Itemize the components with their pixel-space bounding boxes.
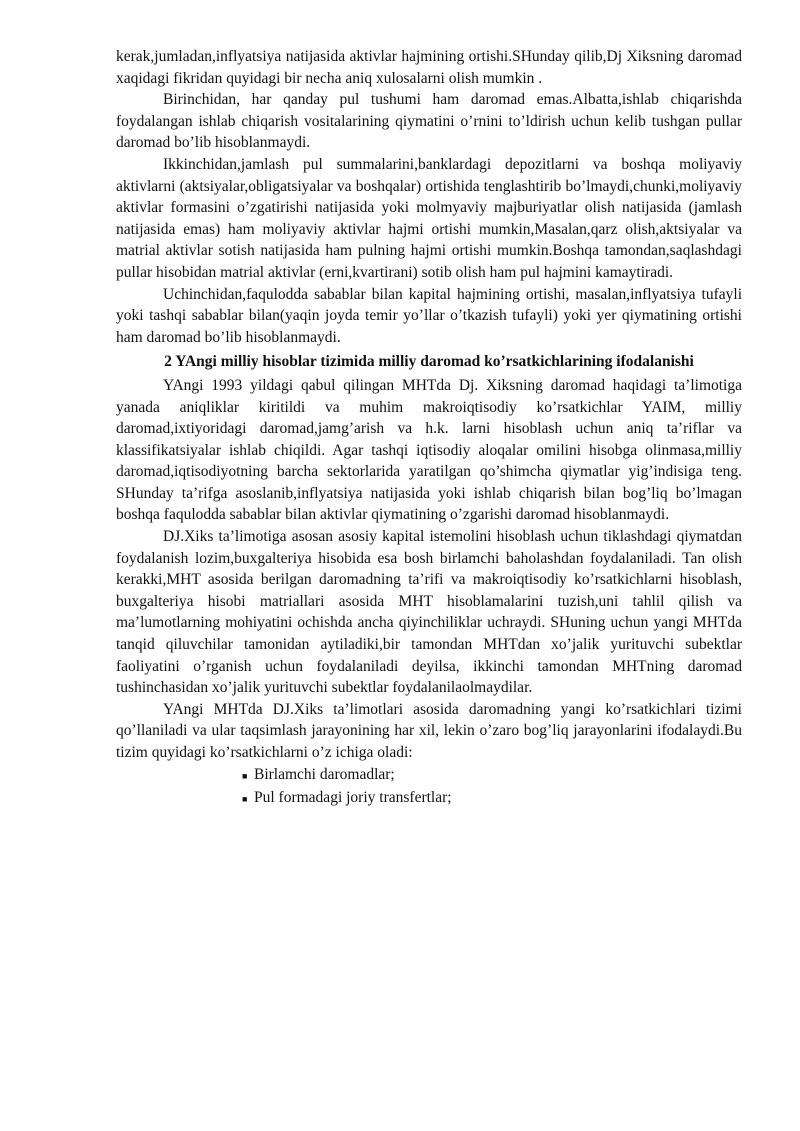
paragraph-uchinchidan: Uchinchidan,faqulodda sabablar bilan kapital hajmining ortishi, masalan,inflyatsiya tufayli yoki tashqi sabablar bilan(yaqin joyda temir yo’llar o’tkazish tufayli) yoki yer qiymatining ortishi ham daromad bo’lib hisoblanmaydi. — [116, 285, 742, 346]
list-item-text: Birlamchi daromadlar; — [254, 765, 395, 783]
square-bullet-icon: ■ — [242, 794, 248, 805]
list-item-text: Pul formadagi joriy transfertlar; — [254, 789, 452, 807]
indicator-list — [116, 764, 742, 811]
list-item — [242, 787, 742, 811]
paragraph-dj-xiks: DJ.Xiks ta’limotiga asosan asosiy kapital istemolini hisoblash uchun tiklashdagi qiymatdan foydalanish lozim,buxgalteriya hisobida esa bosh birlamchi baholashdan foydalaniladi. Tan olish kerakki,MHT asosida berilgan daromadning ta’rifi va makroiqtisodiy ko’rsatkichlarni hisoblash, buxgalteriya hisobi matriallari asosida MHT hisoblamalarini tuzish,uni tahlil qilish va ma’lumotlarning mohiyatini ochishda ancha qiyinchiliklar uchraydi. SHuning uchun yangi MHTda tanqid qiluvchilar tamonidan aytiladiki,bir tamondan MHTdan xo’jalik yurituvchi subektlar faoliyatini o’rganish uchun foydalaniladi deyilsa, ikkinchi tamondan MHTning daromad tushinchasidan xo’jalik yurituvchi subektlar foydalanilaolmaydilar. — [116, 528, 742, 697]
paragraph-yangi-1993: YAngi 1993 yildagi qabul qilingan MHTda Dj. Xiksning daromad haqidagi ta’limotiga yanada aniqliklar kiritildi va muhim makroiqtisodiy ko’rsatkichlar YAIM, milliy daromad,ixtiyoridagi daromad,jamg’arish va h.k. larni hisoblash uchun aniq ta’riflar va klassifikatsiyalar ishlab chiqildi. Agar tashqi iqtisodiy aloqalar omilini hisobga olinmasa,milliy daromad,iqtisodiyotning barcha sektorlarida yaratilgan qo’shimcha qiymatlar yig’indisiga teng. SHunday ta’rifga asoslanib,inflyatsiya natijasida yoki ishlab chiqarish bilan bog’liq bo’lmagan boshqa faqulodda sabablar bilan aktivlar qiymatining o’zgarishi daromad hisoblanmaydi. — [116, 376, 742, 524]
document-page — [116, 46, 742, 811]
section-heading: 2 YAngi milliy hisoblar tizimida milliy daromad ko’rsatkichlarining ifodalanishi — [164, 353, 694, 371]
list-item — [242, 764, 742, 788]
paragraph-birinchidan: Birinchidan, har qanday pul tushumi ham daromad emas.Albatta,ishlab chiqarishda foydalangan ishlab chiqarish vositalarining qiymatini o’rnini to’ldirish uchun kelib tushgan pullar daromad bo’lib hisoblanmaydi. — [116, 91, 742, 152]
paragraph-ikkinchidan: Ikkinchidan,jamlash pul summalarini,banklardagi depozitlarni va boshqa moliyaviy aktivlarni (aktsiyalar,obligatsiyalar va boshqalar) ortishida tenglashtirib bo’lmaydi,chunki,moliyaviy aktivlar formasini o’zgatirishi natijasida yoki molmyaviy majburiyatlar olish natijasida (jamlash natijasida emas) ham moliyaviy aktivlar hajmi ortishi mumkin,Masalan,qarz olish,aktsiyalar va matrial aktivlar sotish natijasida ham pulning hajmi ortishi mumkin.Boshqa tamondan,saqlashdagi pullar hisobidan matrial aktivlar (erni,kvartirani) sotib olish ham pul hajmini kamaytiradi. — [116, 155, 742, 281]
paragraph-continuation: kerak,jumladan,inflyatsiya natijasida aktivlar hajmining ortishi.SHunday qilib,Dj Xiksning daromad xaqidagi fikridan quyidagi bir necha aniq xulosalarni olish mumkin . — [116, 48, 742, 87]
square-bullet-icon: ■ — [242, 770, 248, 781]
paragraph-yangi-mht: YAngi MHTda DJ.Xiks ta’limotlari asosida daromadning yangi ko’rsatkichlari tizimi qo’llaniladi va ular taqsimlash jarayonining har xil, lekin o’zaro bog’liq jarayonlarini ifodalaydi.Bu tizim quyidagi ko’rsatkichlarni o’z ichiga oladi: — [116, 700, 742, 761]
